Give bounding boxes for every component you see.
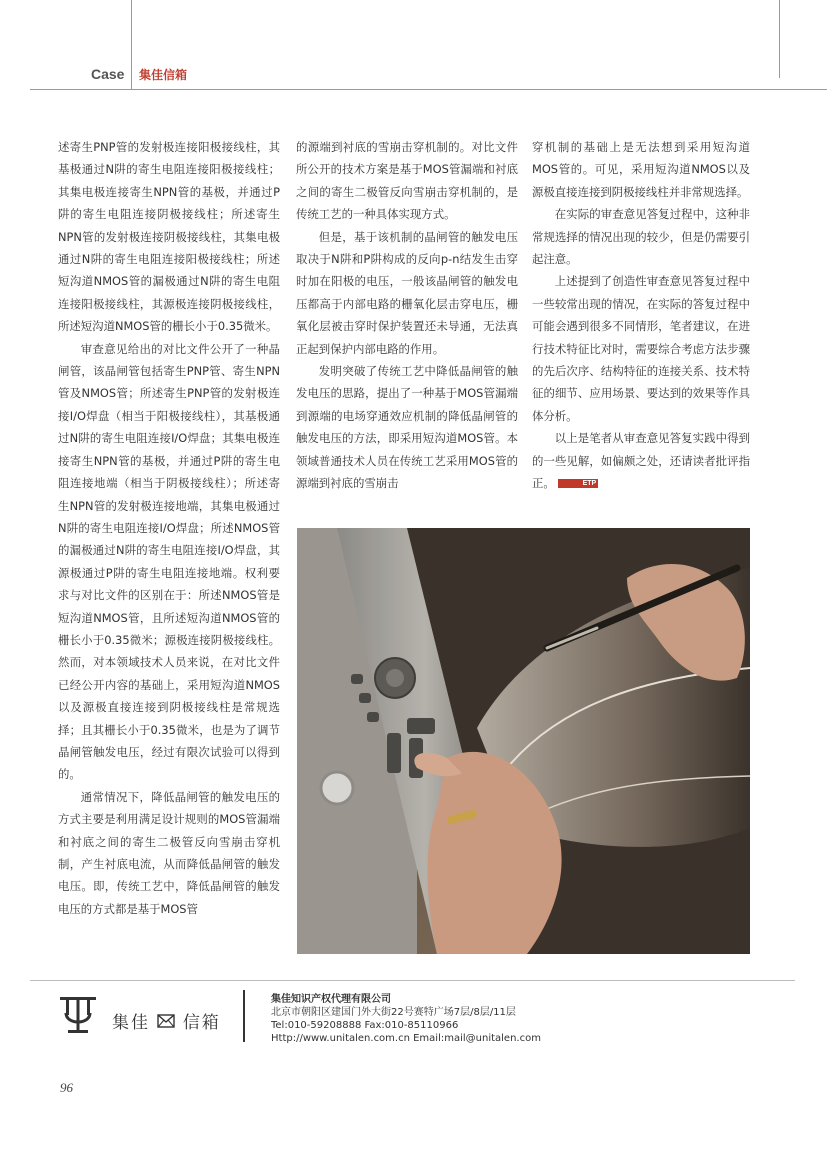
address: 北京市朝阳区建国门外大街22号赛特广场7层/8层/11层	[271, 1007, 516, 1018]
paragraph: 上述提到了创造性审查意见答复过程中一些较常出现的情况，在实际的答复过程中可能会遇到很多不同情形，笔者建议，在进行技术特征比对时，需要综合考虑方法步骤的先后次序、结构特征的连接关系、技术特征的细节、应用场景、要达到的效果等作具体分析。	[532, 274, 750, 423]
header-vertical-rule	[131, 0, 132, 90]
paragraph	[532, 427, 750, 494]
paragraph: 的源端到衬底的雪崩击穿机制的。对比文件所公开的技术方案是基于MOS管漏端和衬底之间的寄生二极管反向雪崩击穿机制的，是传统工艺的一种具体实现方式。	[296, 140, 518, 222]
column-title: 集佳信箱	[139, 68, 188, 82]
illustration-photo	[297, 528, 750, 954]
unitalen-logo-icon	[58, 995, 98, 1035]
paragraph: 通常情况下，降低晶闸管的触发电压的方式主要是利用满足设计规则的MOS管漏端和衬底之间的寄生二极管反向雪崩击穿机制，产生衬底电流，从而降低晶闸管的触发电压。即，传统工艺中，降低晶闸管的触发电压的方式都是基于MOS管	[58, 789, 280, 916]
header-horizontal-rule	[30, 89, 827, 90]
text-column-3	[532, 136, 750, 495]
web-email: Http://www.unitalen.com.cn Email:mail@unitalen.com	[271, 1033, 541, 1044]
envelope-icon	[157, 1013, 175, 1033]
paragraph: 述寄生PNP管的发射极连接阳极接线柱，其基极通过N阱的寄生电阻连接阳极接线柱；其集电极连接寄生NPN管的基极，并通过P阱的寄生电阻连接阴极接线柱；所述寄生NPN管的发射极连接阴极接线柱，其集电极通过N阱的寄生电阻连接阳极接线柱；所述短沟道NMOS管的漏极通过N阱的寄生电阻连接阳极接线柱，其源极连接阴极接线柱，所述短沟道NMOS管的栅长小于0.35微米。	[58, 140, 280, 334]
paragraph: 但是，基于该机制的晶闸管的触发电压取决于N阱和P阱构成的反向p-n结发生击穿时加在阳极的电压，一般该晶闸管的触发电压都高于内部电路的栅氧化层击穿电压，栅氧化层被击穿时保护装置还未导通，无法真正起到保护内部电路的作用。	[296, 229, 518, 356]
brand-name	[112, 1008, 221, 1033]
section-label: Case	[91, 66, 125, 82]
text-column-2	[296, 136, 518, 495]
header-vertical-rule-right	[779, 0, 780, 78]
contact-info	[271, 993, 541, 1045]
brand-logo	[58, 995, 98, 1039]
paragraph: 在实际的审查意见答复过程中，这种非常规选择的情况出现的较少，但是仍需要引起注意。	[532, 207, 750, 267]
tablet-sketch-photo	[297, 528, 750, 954]
closing-text: 以上是笔者从审查意见答复实践中得到的一些见解，如偏颇之处，还请读者批评指正。	[532, 431, 750, 491]
company-name: 集佳知识产权代理有限公司	[271, 994, 391, 1005]
paragraph: 发明突破了传统工艺中降低晶闸管的触发电压的思路，提出了一种基于MOS管漏端到源端的电场穿通效应机制的降低晶闸管的触发电压的方法，即采用短沟道MOS管。本领域普通技术人员在传统工艺采用MOS管的源端到衬底的雪崩击	[296, 364, 518, 491]
brand-name-left: 集佳	[112, 1013, 150, 1033]
brand-name-right: 信箱	[182, 1013, 221, 1033]
page-number: 96	[60, 1080, 73, 1095]
paragraph: 穿机制的基础上是无法想到采用短沟道MOS管的。可见，采用短沟道NMOS以及源极直接连接到阴极接线柱并非常规选择。	[532, 140, 750, 199]
footer-divider	[243, 990, 245, 1042]
footer-rule	[30, 980, 795, 981]
text-column-1	[58, 136, 280, 920]
paragraph: 审查意见给出的对比文件公开了一种晶闸管，该晶闸管包括寄生PNP管、寄生NPN管及NMOS管；所述寄生PNP管的发射极连接I/O焊盘（相当于阳极接线柱），其基极通过N阱的寄生电阻连接I/O焊盘；其集电极连接寄生NPN管的基极，并通过P阱的寄生电阻连接地端（相当于阴极接线柱）；所述寄生NPN管的发射极连接地端，其集电极通过N阱的寄生电阻连接I/O焊盘；所述NMOS管的漏极通过N阱的寄生电阻连接I/O焊盘，其源极通过P阱的寄生电阻连接地端。权利要求与对比文件的区别在于：所述NMOS管是短沟道NMOS管，且所述短沟道NMOS管的栅长小于0.35微米；源极连接阴极接线柱。然而，对本领域技术人员来说，在对比文件已经公开内容的基础上，采用短沟道NMOS以及源极直接连接到阴极接线柱是常规选择；且其栅长小于0.35微米，也是为了调节晶闸管触发电压，经过有限次试验可以得到的。	[58, 341, 280, 782]
end-of-article-mark: ETP	[558, 479, 598, 488]
phone-fax: Tel:010-59208888 Fax:010-85110966	[271, 1020, 459, 1031]
